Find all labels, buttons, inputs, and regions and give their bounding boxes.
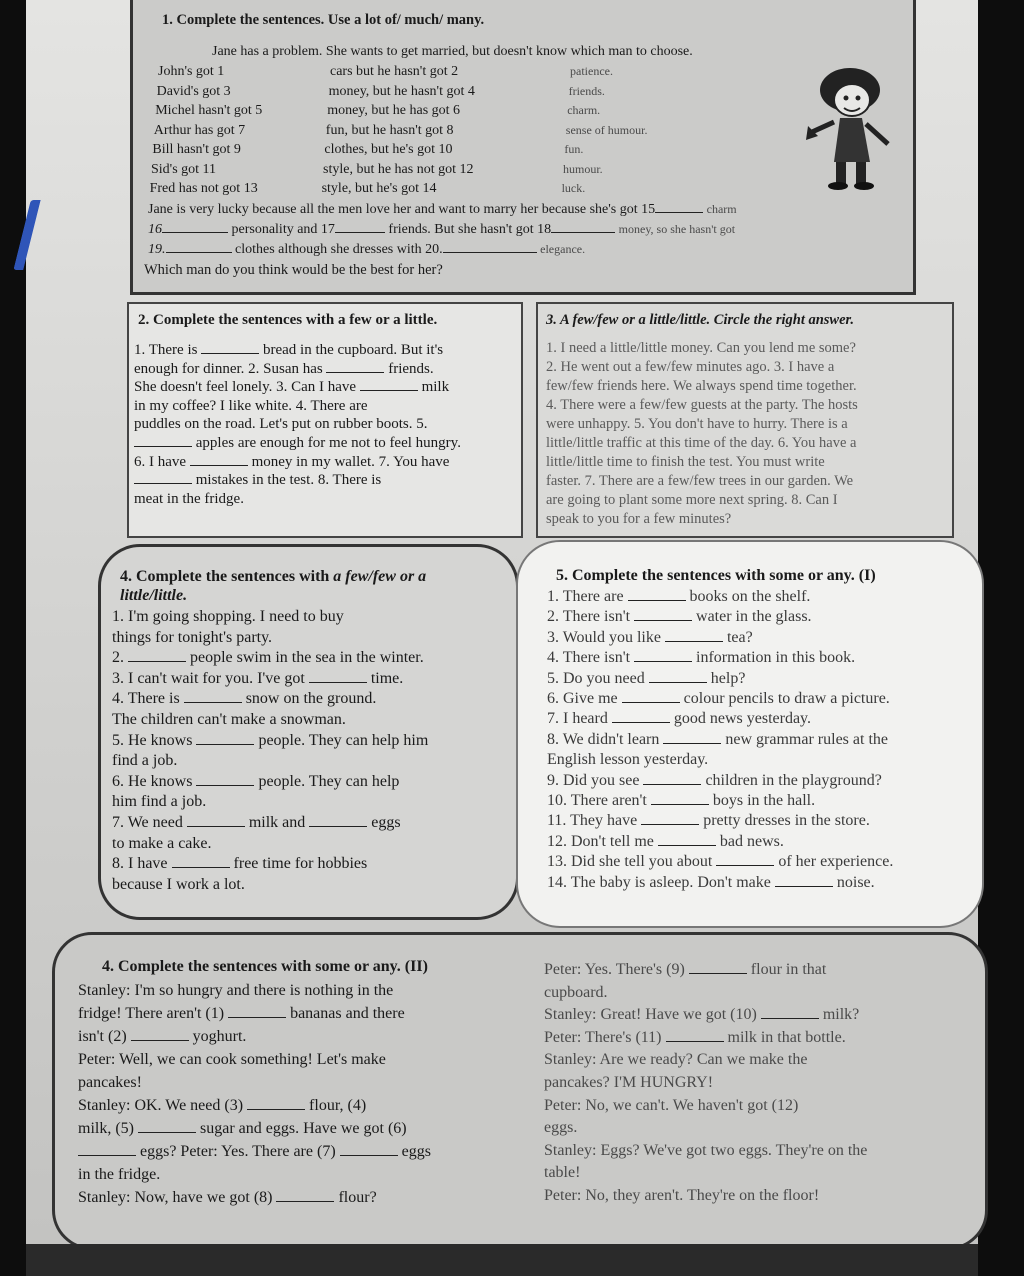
exercise-1-row-part: Sid's got 11 bbox=[151, 161, 217, 177]
sentence-line: little/little traffic at this time of the day. 6. You have a bbox=[546, 435, 857, 451]
sentence-line: are going to plant some more next spring. 8. Can I bbox=[546, 492, 838, 508]
sentence-line: 1. There are books on the shelf. bbox=[547, 588, 811, 605]
exercise-1-row-part: friends. bbox=[568, 83, 605, 98]
sentence-line: 14. The baby is asleep. Don't make noise. bbox=[547, 873, 875, 891]
sentence-line: Stanley: I'm so hungry and there is nothing in the bbox=[78, 982, 394, 999]
sentence-line: 2. people swim in the sea in the winter. bbox=[112, 649, 424, 667]
exercise-1-row-part: cars but he hasn't got 2 bbox=[330, 64, 459, 79]
sentence-line: few/few friends here. We always spend time together. bbox=[546, 378, 857, 394]
sentence-line: 9. Did you see children in the playground? bbox=[547, 771, 882, 789]
sentence-line: find a job. bbox=[112, 752, 178, 770]
sentence-line: 7. We need milk and eggs bbox=[112, 814, 401, 831]
exercise-1-row-part: luck. bbox=[561, 181, 586, 195]
sentence-line: 7. I heard good news yesterday. bbox=[547, 710, 812, 728]
exercise-1-row-part: Bill hasn't got 9 bbox=[152, 142, 241, 157]
sentence-line: in the fridge. bbox=[78, 1166, 161, 1183]
sentence-line: Stanley: Great! Have we got (10) milk? bbox=[544, 1006, 860, 1024]
sentence-line: 12. Don't tell me bad news. bbox=[547, 832, 784, 850]
sentence-line: She doesn't feel lonely. 3. Can I have milk bbox=[134, 379, 450, 396]
cartoon-man-illustration bbox=[800, 62, 896, 192]
sentence-line: 1. I'm going shopping. I need to buy bbox=[112, 608, 344, 625]
exercise-1-title: 1. Complete the sentences. Use a lot of/ much/ many. bbox=[162, 12, 485, 28]
sentence-line: 3. I can't wait for you. I've got time. bbox=[112, 669, 404, 687]
sentence-line: The children can't make a snowman. bbox=[112, 711, 346, 728]
sentence-line: eggs? Peter: Yes. There are (7) eggs bbox=[78, 1142, 431, 1161]
sentence-line: 10. There aren't boys in the hall. bbox=[547, 792, 816, 809]
sentence-line: enough for dinner. 2. Susan has friends. bbox=[134, 360, 434, 377]
exercise-1-row-part: money, but he has got 6 bbox=[327, 103, 461, 118]
exercise-1-row-part: style, but he has not got 12 bbox=[323, 161, 474, 177]
exercise-6-title: 4. Complete the sentences with some or any. (II) bbox=[102, 958, 428, 975]
sentence-line: 1. I need a little/little money. Can you lend me some? bbox=[546, 340, 856, 356]
exercise-1-row-part: sense of humour. bbox=[565, 122, 648, 137]
exercise-1-row-part: Michel hasn't got 5 bbox=[155, 103, 263, 118]
exercise-1-row-part: fun. bbox=[564, 142, 584, 156]
sentence-line: Peter: No, they aren't. They're on the floor! bbox=[544, 1187, 820, 1204]
sentence-line: cupboard. bbox=[544, 983, 608, 1001]
sentence-line: Peter: Well, we can cook something! Let's make bbox=[78, 1051, 386, 1068]
sentence-line: 4. There is snow on the ground. bbox=[112, 690, 377, 708]
sentence-line: Stanley: Eggs? We've got two eggs. They're on the bbox=[544, 1141, 868, 1159]
sentence-line: apples are enough for me not to feel hungry. bbox=[134, 434, 461, 453]
exercise-1-row-part: charm. bbox=[567, 103, 601, 117]
sentence-line: puddles on the road. Let's put on rubber boots. 5. bbox=[134, 416, 428, 433]
sentence-line: milk, (5) sugar and eggs. Have we got (6) bbox=[78, 1120, 407, 1137]
sentence-line: 11. They have pretty dresses in the store. bbox=[547, 812, 870, 830]
sentence-line: to make a cake. bbox=[112, 834, 212, 852]
page-bottom-edge bbox=[26, 1244, 978, 1276]
sentence-line: pancakes! bbox=[78, 1074, 142, 1091]
sentence-line: 4. There were a few/few guests at the party. The hosts bbox=[546, 397, 858, 413]
sentence-line: Peter: There's (11) milk in that bottle. bbox=[544, 1028, 846, 1046]
sentence-line: 1. There is bread in the cupboard. But it's bbox=[134, 342, 444, 358]
sentence-line: things for tonight's party. bbox=[112, 628, 273, 646]
sentence-line: 6. I have money in my wallet. 7. You have bbox=[134, 453, 450, 470]
sentence-line: isn't (2) yoghurt. bbox=[78, 1028, 247, 1045]
sentence-line: in my coffee? I like white. 4. There are bbox=[134, 397, 368, 414]
exercise-3-title: 3. A few/few or a little/little. Circle the right answer. bbox=[546, 312, 855, 328]
exercise-1-row-part: style, but he's got 14 bbox=[321, 181, 437, 196]
exercise-4-title-cont: little/little. bbox=[120, 587, 188, 604]
sentence-line: 5. Do you need help? bbox=[547, 669, 746, 687]
exercise-1-intro: Jane has a problem. She wants to get married, but doesn't know which man to choose. bbox=[212, 44, 693, 59]
sentence-line: pancakes? I'M HUNGRY! bbox=[544, 1074, 714, 1091]
sentence-line: 6. He knows people. They can help bbox=[112, 772, 400, 790]
sentence-line: Stanley: Are we ready? Can we make the bbox=[544, 1051, 808, 1069]
exercise-1-row-part: Fred has not got 13 bbox=[149, 181, 258, 196]
sentence-line: 2. There isn't water in the glass. bbox=[547, 608, 812, 626]
exercise-1-row-part: John's got 1 bbox=[158, 64, 225, 79]
sentence-line: mistakes in the test. 8. There is bbox=[134, 471, 381, 490]
sentence-line: 6. Give me colour pencils to draw a picture. bbox=[547, 690, 890, 707]
exercise-1-tail-1: Jane is very lucky because all the men love her and want to marry her because she's got 15 charm bbox=[148, 202, 737, 217]
sentence-line: English lesson yesterday. bbox=[547, 751, 709, 769]
exercise-1-row-part: David's got 3 bbox=[156, 83, 231, 99]
exercise-1-row-part: patience. bbox=[570, 64, 613, 78]
sentence-line: faster. 7. There are a few/few trees in our garden. We bbox=[546, 473, 854, 489]
sentence-line: 5. He knows people. They can help him bbox=[112, 731, 429, 749]
exercise-1-row-part: fun, but he hasn't got 8 bbox=[325, 122, 454, 138]
sentence-line: Peter: Yes. There's (9) flour in that bbox=[544, 961, 827, 978]
sentence-line: 4. There isn't information in this book. bbox=[547, 649, 856, 667]
sentence-line: because I work a lot. bbox=[112, 875, 245, 893]
exercise-1-row-part: Arthur has got 7 bbox=[153, 122, 246, 138]
sentence-line: eggs. bbox=[544, 1119, 578, 1137]
sentence-line: Stanley: OK. We need (3) flour, (4) bbox=[78, 1097, 367, 1114]
exercise-1-tail-2: 16 personality and 17 friends. But she hasn't got 18 money, so she hasn't got bbox=[148, 222, 736, 237]
sentence-line: 3. Would you like tea? bbox=[547, 628, 753, 646]
sentence-line: 8. We didn't learn new grammar rules at the bbox=[547, 730, 888, 748]
sentence-line: 2. He went out a few/few minutes ago. 3. I have a bbox=[546, 359, 835, 375]
sentence-line: meat in the fridge. bbox=[134, 490, 244, 507]
sentence-line: fridge! There aren't (1) bananas and there bbox=[78, 1005, 405, 1022]
sentence-line: little/little time to finish the test. You must write bbox=[546, 454, 825, 470]
sentence-line: 13. Did she tell you about of her experience. bbox=[547, 853, 894, 871]
sentence-line: Stanley: Now, have we got (8) flour? bbox=[78, 1189, 377, 1206]
exercise-4-title: 4. Complete the sentences with a few/few or a bbox=[120, 568, 427, 585]
exercise-1-row-part: humour. bbox=[563, 161, 603, 176]
sentence-line: table! bbox=[544, 1164, 581, 1182]
exercise-1-tail-3: 19. clothes although she dresses with 20. elegance. bbox=[148, 242, 586, 257]
sentence-line: were unhappy. 5. You don't have to hurry. There is a bbox=[546, 416, 848, 432]
sentence-line: 8. I have free time for hobbies bbox=[112, 855, 368, 873]
sentence-line: him find a job. bbox=[112, 793, 207, 811]
exercise-2-title: 2. Complete the sentences with a few or a little. bbox=[138, 312, 438, 328]
exercise-1-question: Which man do you think would be the best for her? bbox=[144, 262, 443, 278]
exercise-1-row-part: money, but he hasn't got 4 bbox=[328, 83, 475, 99]
exercise-1-row-part: clothes, but he's got 10 bbox=[324, 142, 453, 157]
exercise-5-title: 5. Complete the sentences with some or any. (I) bbox=[556, 567, 876, 584]
sentence-line: speak to you for a few minutes? bbox=[546, 511, 732, 527]
sentence-line: Peter: No, we can't. We haven't got (12) bbox=[544, 1096, 799, 1114]
